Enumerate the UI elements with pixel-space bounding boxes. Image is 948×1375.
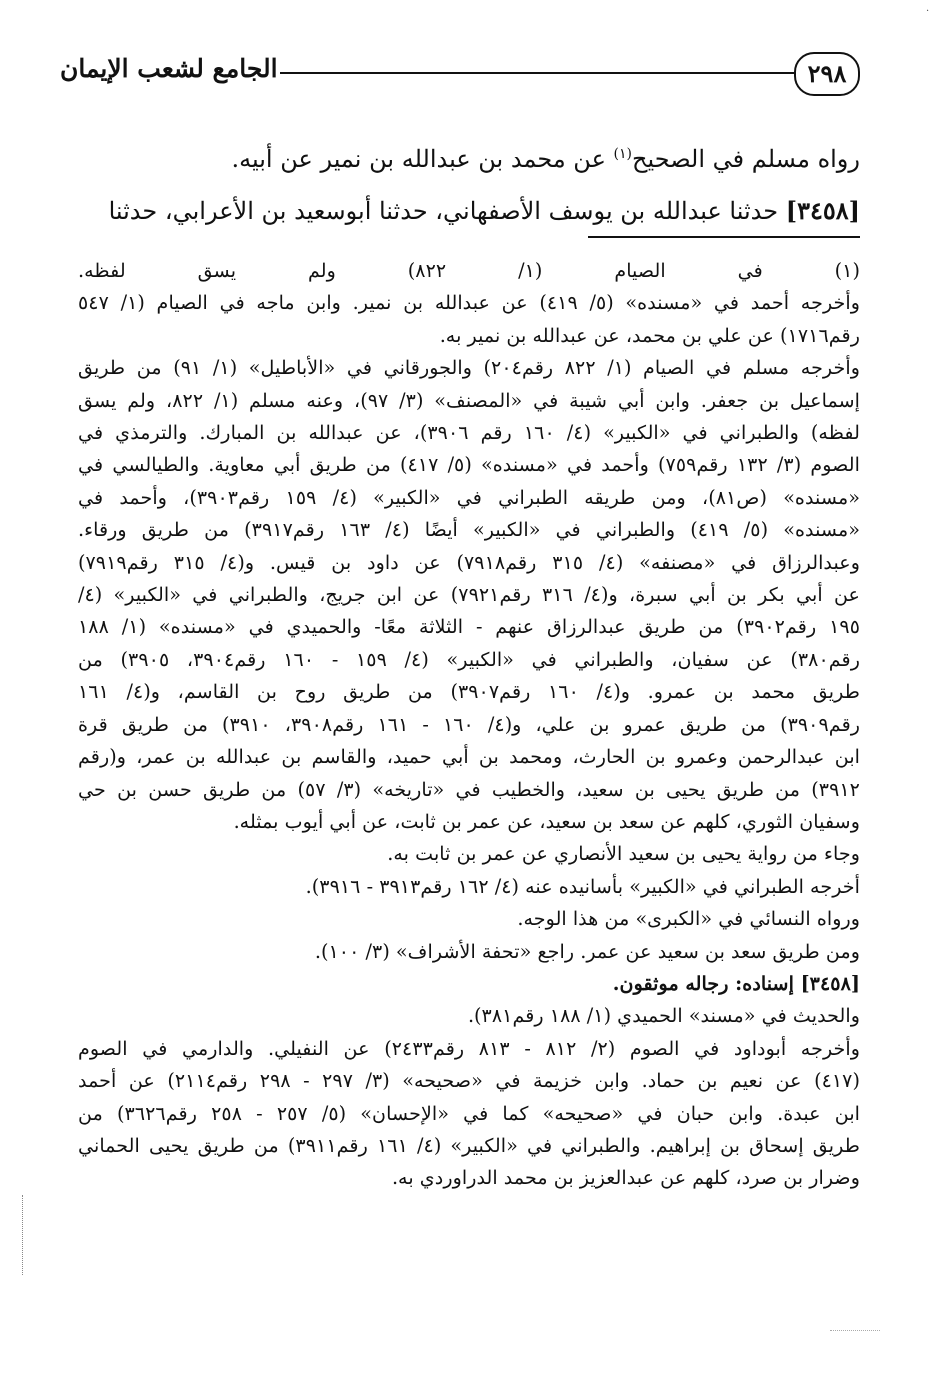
footnote-line: وأخرجه مسلم في الصيام (١/ ٨٢٢ رقم٢٠٤) والجورقاني في «الأباطيل» (١/ ٩١) من طريق: [78, 356, 860, 380]
bottom-dots: [830, 1330, 880, 1331]
footnote-line: وأخرجه أحمد في «مسنده» (٥/ ٤١٩) عن عبدالله بن نمير. وابن ماجه في الصيام (١/ ٥٤٧: [78, 291, 860, 315]
footnote-separator: [588, 236, 860, 238]
footnote-line: أخرجه الطبراني في «الكبير» بأسانيده عنه (٤/ ١٦٢ رقم٣٩١٣ - ٣٩١٦).: [305, 874, 860, 898]
corner-mark: ·: [926, 6, 930, 17]
footnote-line: ورواه النسائي في «الكبرى» من هذا الوجه.: [517, 907, 860, 931]
footnote-line: عن أبي بكر بن أبي سبرة، و(٤/ ٣١٦ رقم٧٩٢١) عن ابن جريج، والطبراني في «الكبير» (٤/: [78, 583, 860, 607]
footnote-line: طريق إسحاق بن إبراهيم. والطبراني في «الكبير» (٤/ ١٦١ رقم٣٩١١) من طريق يحيى الحماني: [78, 1133, 860, 1157]
footnote-line: طريق محمد بن عمرو. و(٤/ ١٦٠ رقم٣٩٠٧) من طريق روح بن القاسم، و(٤/ ١٦١: [78, 680, 860, 704]
footnote-line: وأخرجه أبوداود في الصوم (٢/ ٨١٢ - ٨١٣ رقم٢٤٣٣) عن النفيلي. والدارمي في الصوم: [78, 1036, 860, 1060]
footnote-line: (٤١٧) عن نعيم بن حماد. وابن خزيمة في «صحيحه» (٣/ ٢٩٧ - ٢٩٨ رقم٢١١٤) عن أحمد: [78, 1069, 860, 1093]
page-number: ٢٩٨: [794, 52, 860, 96]
footnote-line: وضرار بن صرد، كلهم عن عبدالعزيز بن محمد الدراوردي به.: [391, 1166, 860, 1190]
footnote-line: رقم١٧١٦) عن علي بن محمد، عن عبدالله بن نمير به.: [439, 323, 860, 347]
footnote-ref[interactable]: (١): [613, 146, 632, 162]
main-line-1: [85, 128, 860, 185]
footnote-line: ومن طريق سعد بن سعيد عن عمر. راجع «تحفة الأشراف» (٣/ ١٠٠).: [314, 939, 860, 963]
main-line-1-text: رواه مسلم في الصحيح: [632, 145, 860, 173]
header-rule: [280, 72, 794, 74]
footnote-line: «مسنده» (ص٨١)، ومن طريقه الطبراني في «الكبير» (٤/ ١٥٩ رقم٣٩٠٣)، وأحمد في: [78, 485, 860, 509]
book-title: الجامع لشعب الإيمان: [60, 54, 278, 83]
page-header: [60, 52, 860, 98]
main-line-2-text: حدثنا عبدالله بن يوسف الأصفهاني، حدثنا أبوسعيد بن الأعرابي، حدثنا: [108, 197, 786, 225]
footnote-line: «مسنده» (٥/ ٤١٩) والطبراني في «الكبير» أيضًا (٤/ ١٦٣ رقم٣٩١٧) من طريق ورقاء.: [78, 518, 860, 542]
footnote-line: ابن عبدة. وابن حبان في «صحيحه» كما في «الإحسان» (٥/ ٢٥٧ - ٢٥٨ رقم٣٦٢٦) من: [78, 1101, 860, 1125]
hadith-number: [٣٤٥٨]: [785, 196, 860, 225]
main-line-1-rest: عن محمد بن عبدالله بن نمير عن أبيه.: [231, 145, 614, 173]
main-line-2: [85, 185, 860, 237]
footnotes: [78, 255, 860, 1195]
footnote-line: [٣٤٥٨] إسناده: رجاله موثقون.: [612, 971, 860, 995]
footnote-line: لفظه) والطبراني في «الكبير» (٤/ ١٦٠ رقم ٣٩٠٦)، عن عبدالله بن المبارك. والترمذي في: [78, 421, 860, 445]
margin-mark: [22, 1195, 25, 1275]
footnote-line: رقم٣٨٠) عن سفيان، والطبراني في «الكبير» (٤/ ١٥٩ - ١٦٠ رقم٣٩٠٤، ٣٩٠٥) من: [78, 647, 860, 671]
footnote-line: إسماعيل بن جعفر. وابن أبي شيبة في «المصنف» (٣/ ٩٧)، وعنه مسلم (١/ ٨٢٢، ولم يسق: [78, 388, 860, 412]
footnote-line: وجاء من رواية يحيى بن سعيد الأنصاري عن عمر بن ثابت به.: [387, 842, 860, 866]
footnote-line: ١٩٥ رقم٣٩٠٢) من طريق عبدالرزاق عنهم - الثلاثة معًا- والحميدي في «مسنده» (١/ ١٨٨: [78, 615, 860, 639]
footnote-line: وعبدالرزاق في «مصنفه» (٤/ ٣١٥ رقم٧٩١٨) عن داود بن قيس. و(٤/ ٣١٥ رقم٧٩١٩): [78, 550, 860, 574]
footnote-line: الصوم (٣/ ١٣٢ رقم٧٥٩) وأحمد في «مسنده» (٥/ ٤١٧) من طريق أبي معاوية. والطيالسي في: [78, 453, 860, 477]
footnote-line: ٣٩١٢) من طريق يحيى بن سعيد، والخطيب في «تاريخه» (٣/ ٥٧) من طريق حسن بن حي: [78, 777, 860, 801]
footnote-line: ابن عبدالرحمن وعمرو بن الحارث، ومحمد بن أبي حميد، والقاسم بن عبدالله بن عمر، و(رقم: [78, 745, 860, 769]
footnote-line: وسفيان الثوري، كلهم عن سعد بن سعيد، عن عمر بن ثابت، عن أبي أيوب بمثله.: [233, 809, 860, 833]
footnote-line: رقم٣٩٠٩) من طريق عمرو بن علي، و(٤/ ١٦٠ - ١٦١ رقم٣٩٠٨، ٣٩١٠) من طريق قرة: [78, 712, 860, 736]
footnote-line: (١) في الصيام (١/ ٨٢٢) ولم يسق لفظه.: [78, 259, 860, 282]
main-text: [85, 128, 860, 237]
footnote-line: والحديث في «مسند» الحميدي (١/ ١٨٨ رقم٣٨١).: [467, 1004, 860, 1028]
